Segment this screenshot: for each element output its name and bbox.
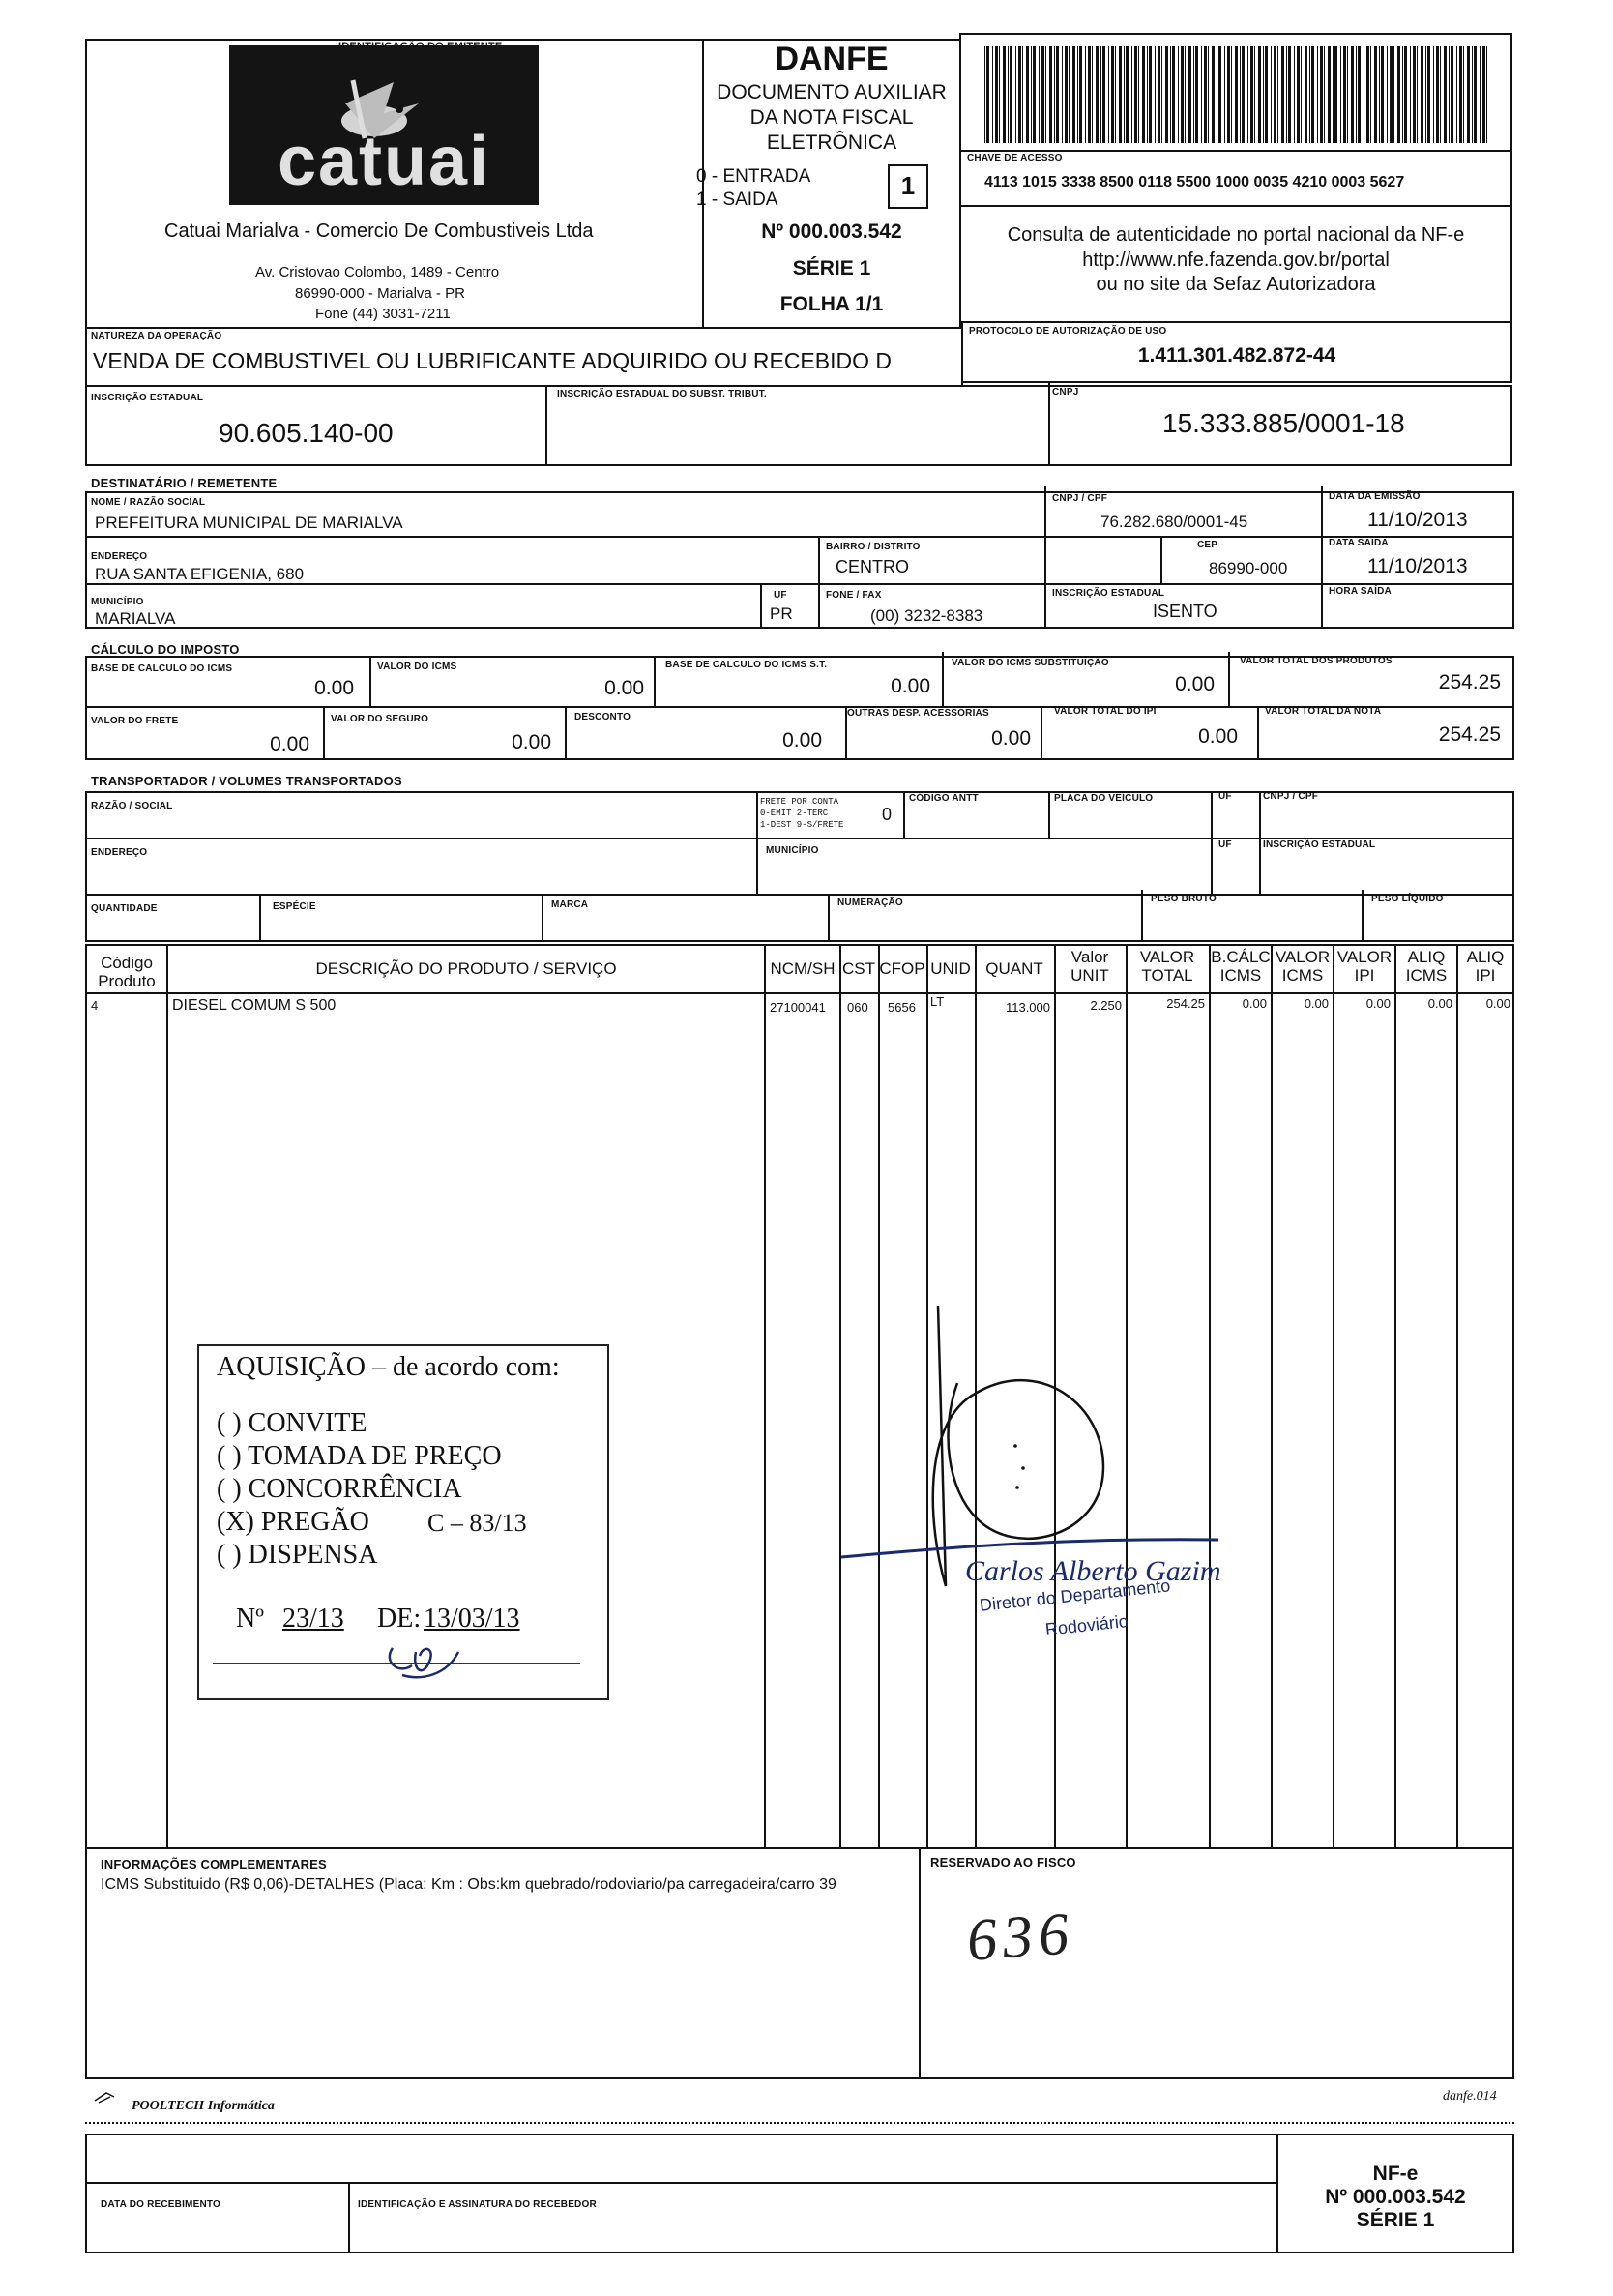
- barcode-bar: [1427, 46, 1430, 143]
- barcode-bar: [1218, 46, 1221, 143]
- recipient-cnpj-caption: CNPJ / CPF: [1052, 493, 1108, 504]
- seguro-value: 0.00: [512, 731, 551, 753]
- barcode-bar: [1311, 46, 1314, 143]
- barcode-bar: [1100, 46, 1101, 143]
- barcode-bar: [1022, 46, 1023, 143]
- barcode-bar: [1393, 46, 1394, 143]
- barcode-bar: [1425, 46, 1426, 143]
- base-icms-caption: BASE DE CALCULO DO ICMS: [91, 663, 233, 674]
- barcode-bar: [1224, 46, 1225, 143]
- barcode-bar: [1126, 46, 1129, 143]
- danfe-folha: FOLHA 1/1: [779, 293, 884, 315]
- barcode-bar: [1486, 46, 1487, 143]
- barcode-bar: [1003, 46, 1006, 143]
- barcode-bar: [1347, 46, 1348, 143]
- col-aicms: ALIQ ICMS: [1405, 948, 1448, 985]
- row-aipi: 0.00: [1485, 996, 1510, 1011]
- valor-st-value: 0.00: [1175, 673, 1215, 695]
- cut-line: [85, 2122, 1514, 2124]
- barcode-bar: [1351, 46, 1354, 143]
- barcode-bar: [1265, 46, 1268, 143]
- barcode-bar: [1328, 46, 1331, 143]
- municipio-caption: MUNICÍPIO: [91, 597, 144, 607]
- barcode-bar: [1072, 46, 1075, 143]
- stamp-numero-label: Nº: [236, 1604, 264, 1634]
- frete-caption: VALOR DO FRETE: [91, 716, 179, 726]
- consulta-line-3: ou no site da Sefaz Autorizadora: [1096, 274, 1376, 295]
- barcode-bar: [992, 46, 993, 143]
- barcode-bar: [1054, 46, 1055, 143]
- company-city: 86990-000 - Marialva - PR: [295, 285, 465, 302]
- row-bcicms: 0.00: [1242, 996, 1267, 1011]
- row-vicms: 0.00: [1304, 996, 1329, 1011]
- row-aicms: 0.00: [1427, 996, 1452, 1011]
- barcode-bar: [1421, 46, 1423, 143]
- peso-liquido-caption: PESO LÍQUIDO: [1371, 894, 1444, 904]
- barcode-bar: [1482, 46, 1485, 143]
- barcode-bar: [995, 46, 998, 143]
- ie-value: 90.605.140-00: [219, 418, 394, 448]
- total-nota-value: 254.25: [1438, 723, 1501, 746]
- barcode-bar: [1410, 46, 1411, 143]
- total-prod-value: 254.25: [1438, 671, 1501, 693]
- total-nota-caption: VALOR TOTAL DA NOTA: [1265, 706, 1382, 717]
- signature-role-2: Rodoviário: [1044, 1611, 1129, 1639]
- col-bcicms: B.CÁLC ICMS: [1211, 948, 1271, 985]
- barcode-bar: [1085, 46, 1086, 143]
- endereco-value: RUA SANTA EFIGENIA, 680: [95, 565, 305, 583]
- valor-icms-value: 0.00: [604, 677, 644, 699]
- company-address: Av. Cristovao Colombo, 1489 - Centro: [255, 264, 500, 280]
- col-cst: CST: [842, 959, 875, 978]
- barcode-bar: [1288, 46, 1291, 143]
- especie-caption: ESPÉCIE: [273, 901, 316, 912]
- stub-serie: SÉRIE 1: [1356, 2209, 1435, 2231]
- col-vunit: Valor UNIT: [1070, 948, 1109, 985]
- desconto-value: 0.00: [782, 729, 822, 751]
- stamp-initials: [373, 1623, 470, 1681]
- row-vtotal: 254.25: [1166, 996, 1205, 1011]
- barcode-bar: [1208, 46, 1209, 143]
- protocolo-caption: PROTOCOLO DE AUTORIZAÇÃO DE USO: [969, 326, 1167, 337]
- outras-caption: OUTRAS DESP. ACESSORIAS: [847, 708, 989, 719]
- barcode-bar: [1381, 46, 1384, 143]
- barcode-bar: [1079, 46, 1082, 143]
- danfe-subtitle-1: DOCUMENTO AUXILIAR: [717, 81, 947, 103]
- signature-name: Carlos Alberto Gazim: [965, 1555, 1221, 1587]
- barcode-bar: [1204, 46, 1207, 143]
- col-codigo: Código Produto: [98, 954, 156, 990]
- barcode-bar: [1102, 46, 1105, 143]
- software-logo: [93, 2089, 116, 2105]
- barcode-bar: [1235, 46, 1238, 143]
- frete-value: 0.00: [270, 733, 309, 755]
- barcode-bar: [1463, 46, 1464, 143]
- cnpj-value: 15.333.885/0001-18: [1162, 408, 1405, 438]
- row-codigo: 4: [91, 998, 99, 1013]
- barcode-bar: [1124, 46, 1125, 143]
- base-st-value: 0.00: [891, 675, 930, 697]
- danfe-subtitle-2: DA NOTA FISCAL: [749, 106, 914, 129]
- consulta-line-2: http://www.nfe.fazenda.gov.br/portal: [1082, 250, 1390, 271]
- barcode-bar: [1240, 46, 1241, 143]
- base-st-caption: BASE DE CALCULO DO ICMS S.T.: [665, 660, 828, 670]
- uf-caption: UF: [774, 590, 787, 601]
- barcode-bar: [1062, 46, 1063, 143]
- barcode-bar: [1172, 46, 1175, 143]
- barcode-bar: [1433, 46, 1434, 143]
- barcode-bar: [1096, 46, 1099, 143]
- barcode-bar: [1155, 46, 1156, 143]
- barcode-bar: [1301, 46, 1302, 143]
- antt-caption: CÓDIGO ANTT: [909, 793, 979, 804]
- barcode-bar: [1397, 46, 1400, 143]
- barcode-bar: [1065, 46, 1068, 143]
- barcode-bar: [1026, 46, 1029, 143]
- barcode-bar: [1387, 46, 1388, 143]
- barcode-bar: [1033, 46, 1036, 143]
- saida-caption: DATA SAÍDA: [1329, 538, 1389, 548]
- cnpj-caption: CNPJ: [1052, 387, 1079, 397]
- barcode-bar: [1131, 46, 1132, 143]
- barcode-bar: [1436, 46, 1439, 143]
- handwritten-number: 636: [964, 1900, 1077, 1974]
- access-key-caption: CHAVE DE ACESSO: [967, 153, 1063, 163]
- barcode-bar: [1480, 46, 1481, 143]
- fone-caption: FONE / FAX: [826, 590, 882, 601]
- col-unid: UNID: [930, 959, 971, 978]
- stamp-pregao-ref: C – 83/13: [427, 1509, 527, 1537]
- barcode-bar: [1258, 46, 1261, 143]
- valor-st-caption: VALOR DO ICMS SUBSTITUIÇÃO: [952, 658, 1109, 668]
- placa-caption: PLACA DO VEÍCULO: [1054, 793, 1154, 804]
- barcode-bar: [1366, 46, 1369, 143]
- form-code: danfe.014: [1443, 2089, 1497, 2104]
- barcode-bar: [1201, 46, 1202, 143]
- barcode-bar: [1281, 46, 1284, 143]
- emissao-caption: DATA DA EMISSÃO: [1329, 491, 1421, 502]
- barcode-bar: [1018, 46, 1021, 143]
- ipi-value: 0.00: [1198, 725, 1238, 748]
- stamp-tomada: ( ) TOMADA DE PREÇO: [217, 1441, 502, 1471]
- barcode-bar: [1271, 46, 1272, 143]
- barcode-bar: [1041, 46, 1044, 143]
- barcode-bar: [1274, 46, 1276, 143]
- barcode-bar: [1474, 46, 1477, 143]
- barcode-bar: [1417, 46, 1418, 143]
- transport-section-title: TRANSPORTADOR / VOLUMES TRANSPORTADOS: [91, 774, 402, 788]
- barcode-bar: [1227, 46, 1230, 143]
- barcode-bar: [1115, 46, 1116, 143]
- barcode-bar: [1188, 46, 1191, 143]
- barcode-bar: [1309, 46, 1310, 143]
- barcode-bar: [1181, 46, 1184, 143]
- uf-value: PR: [770, 604, 793, 623]
- barcode-bar: [1015, 46, 1016, 143]
- barcode-bar: [1170, 46, 1171, 143]
- barcode-bar: [1185, 46, 1186, 143]
- row-ncm: 27100041: [770, 1000, 826, 1015]
- outras-value: 0.00: [991, 727, 1031, 750]
- natureza-caption: NATUREZA DA OPERAÇÃO: [91, 331, 222, 341]
- transp-razao-caption: RAZÃO / SOCIAL: [91, 801, 173, 811]
- numeracao-caption: NUMERAÇÃO: [837, 898, 903, 908]
- barcode-bar: [1142, 46, 1145, 143]
- barcode-bar: [1370, 46, 1371, 143]
- frete-por-conta-2: 0-EMIT 2-TERC: [760, 809, 829, 818]
- barcode-bar: [1467, 46, 1470, 143]
- col-ncm: NCM/SH: [770, 959, 836, 978]
- stub-nfe: NF-e: [1372, 2163, 1419, 2185]
- frete-por-conta-1: FRETE POR CONTA: [760, 797, 839, 807]
- barcode-bar: [1178, 46, 1179, 143]
- row-vunit: 2.250: [1090, 998, 1122, 1013]
- danfe-saida: 1 - SAIDA: [696, 190, 778, 210]
- barcode-bar: [1092, 46, 1093, 143]
- saida-value: 11/10/2013: [1367, 555, 1468, 577]
- frete-por-conta-value: 0: [882, 805, 893, 824]
- valor-icms-caption: VALOR DO ICMS: [377, 662, 457, 672]
- barcode-bar: [1334, 46, 1337, 143]
- barcode-bar: [1138, 46, 1139, 143]
- barcode-bar: [1459, 46, 1462, 143]
- info-value: ICMS Substituido (R$ 0,06)-DETALHES (Placa: Km : Obs:km quebrado/rodoviario/pa carregadeira/carro 39: [101, 1876, 836, 1893]
- stamp-pregao: (X) PREGÃO: [217, 1507, 369, 1537]
- stamp-concorrencia: ( ) CONCORRÊNCIA: [217, 1474, 462, 1504]
- stamp-dispensa: ( ) DISPENSA: [217, 1540, 378, 1570]
- fone-value: (00) 3232-8383: [870, 606, 983, 625]
- stamp-data: 13/03/13: [424, 1604, 520, 1634]
- danfe-subtitle-3: ELETRÔNICA: [766, 132, 897, 154]
- barcode-bar: [1149, 46, 1152, 143]
- protocolo-value: 1.411.301.482.872-44: [1137, 344, 1336, 367]
- barcode-bar: [1286, 46, 1287, 143]
- ie-st-caption: INSCRIÇÃO ESTADUAL DO SUBST. TRIBUT.: [557, 389, 767, 399]
- barcode-bar: [1147, 46, 1148, 143]
- barcode: [984, 46, 1491, 143]
- cep-caption: CEP: [1197, 540, 1218, 550]
- barcode-bar: [1451, 46, 1453, 143]
- danfe-type: 1: [900, 171, 916, 200]
- barcode-bar: [1379, 46, 1380, 143]
- emissao-value: 11/10/2013: [1367, 509, 1468, 531]
- logo-text: catuai: [277, 123, 491, 200]
- barcode-bar: [1374, 46, 1377, 143]
- col-cfop: CFOP: [879, 959, 925, 978]
- barcode-bar: [1324, 46, 1325, 143]
- receipt-ident-caption: IDENTIFICAÇÃO E ASSINATURA DO RECEBEDOR: [358, 2199, 597, 2210]
- barcode-bar: [1111, 46, 1114, 143]
- barcode-bar: [1250, 46, 1253, 143]
- barcode-bar: [1247, 46, 1248, 143]
- barcode-bar: [999, 46, 1000, 143]
- ipi-caption: VALOR TOTAL DO IPI: [1054, 706, 1157, 717]
- col-vtotal: VALOR TOTAL: [1139, 948, 1195, 985]
- barcode-bar: [1108, 46, 1109, 143]
- barcode-bar: [1305, 46, 1307, 143]
- consulta-line-1: Consulta de autenticidade no portal nacional da NF-e: [1007, 224, 1465, 246]
- barcode-bar: [1340, 46, 1341, 143]
- barcode-bar: [1413, 46, 1416, 143]
- barcode-bar: [1195, 46, 1198, 143]
- hora-caption: HORA SAÍDA: [1329, 586, 1392, 597]
- barcode-bar: [1402, 46, 1403, 143]
- stamp-numero: 23/13: [282, 1604, 344, 1634]
- barcode-bar: [1161, 46, 1162, 143]
- bairro-value: CENTRO: [836, 557, 909, 576]
- transp-ie-caption: INSCRIÇÃO ESTADUAL: [1263, 839, 1376, 850]
- barcode-bar: [1320, 46, 1323, 143]
- barcode-bar: [1449, 46, 1450, 143]
- recipient-ie-caption: INSCRIÇÃO ESTADUAL: [1052, 588, 1165, 599]
- bairro-caption: BAIRRO / DISTRITO: [826, 542, 921, 552]
- barcode-bar: [1297, 46, 1300, 143]
- peso-bruto-caption: PESO BRUTO: [1151, 894, 1217, 904]
- nome-value: PREFEITURA MUNICIPAL DE MARIALVA: [95, 514, 403, 532]
- barcode-bar: [1254, 46, 1255, 143]
- col-quant: QUANT: [985, 959, 1043, 978]
- software-name: POOLTECH Informática: [132, 2099, 275, 2113]
- cep-value: 86990-000: [1209, 559, 1288, 577]
- row-quant: 113.000: [1005, 1000, 1050, 1015]
- seguro-caption: VALOR DO SEGURO: [331, 714, 429, 724]
- barcode-bar: [986, 46, 989, 143]
- barcode-bar: [1242, 46, 1245, 143]
- receipt-date-caption: DATA DO RECEBIMENTO: [101, 2199, 220, 2210]
- tax-section-title: CÁLCULO DO IMPOSTO: [91, 642, 240, 657]
- stamp-title: AQUISIÇÃO – de acordo com:: [217, 1352, 560, 1382]
- row-unid: LT: [930, 994, 945, 1009]
- barcode-bar: [1390, 46, 1393, 143]
- recipient-ie-value: ISENTO: [1153, 602, 1217, 621]
- signature-role-1: Diretor do Departamento: [979, 1575, 1172, 1615]
- ie-caption: INSCRIÇÃO ESTADUAL: [91, 393, 204, 403]
- barcode-bar: [1356, 46, 1357, 143]
- barcode-bar: [1045, 46, 1046, 143]
- barcode-bar: [1056, 46, 1059, 143]
- transp-endereco-caption: ENDEREÇO: [91, 847, 148, 858]
- row-descricao: DIESEL COMUM S 500: [172, 997, 337, 1014]
- barcode-bar: [1333, 46, 1334, 143]
- barcode-bar: [1456, 46, 1457, 143]
- barcode-bar: [1031, 46, 1032, 143]
- barcode-bar: [1212, 46, 1215, 143]
- barcode-bar: [1277, 46, 1278, 143]
- base-icms-value: 0.00: [314, 677, 354, 699]
- barcode-bar: [1158, 46, 1160, 143]
- danfe-number: Nº 000.003.542: [761, 221, 902, 243]
- barcode-bar: [1077, 46, 1078, 143]
- stamp-de-label: DE:: [377, 1604, 422, 1634]
- recipient-cnpj-value: 76.282.680/0001-45: [1100, 513, 1248, 531]
- barcode-bar: [1294, 46, 1295, 143]
- stub-numero: Nº 000.003.542: [1325, 2186, 1466, 2208]
- row-vipi: 0.00: [1365, 996, 1391, 1011]
- barcode-bar: [1263, 46, 1264, 143]
- col-vipi: VALOR IPI: [1336, 948, 1393, 985]
- barcode-bar: [1119, 46, 1122, 143]
- danfe-serie: SÉRIE 1: [792, 257, 871, 280]
- nome-caption: NOME / RAZÃO SOCIAL: [91, 497, 206, 508]
- transp-cnpj-caption: CNPJ / CPF: [1263, 791, 1319, 802]
- barcode-bar: [1444, 46, 1447, 143]
- acquisition-stamp: [197, 1344, 609, 1700]
- row-cfop: 5656: [888, 1000, 916, 1015]
- barcode-bar: [1440, 46, 1441, 143]
- barcode-bar: [1472, 46, 1473, 143]
- barcode-bar: [1404, 46, 1407, 143]
- barcode-bar: [1231, 46, 1232, 143]
- fisco-caption: RESERVADO AO FISCO: [930, 1855, 1076, 1869]
- desconto-caption: DESCONTO: [574, 712, 631, 722]
- barcode-bar: [1317, 46, 1318, 143]
- transp-municipio-caption: MUNICÍPIO: [766, 845, 819, 856]
- recipient-box: [85, 491, 1514, 629]
- barcode-bar: [984, 46, 985, 143]
- barcode-bar: [1165, 46, 1168, 143]
- pooltech-icon: [93, 2089, 116, 2105]
- company-name: Catuai Marialva - Comercio De Combustiveis Ltda: [164, 221, 594, 242]
- col-aipi: ALIQ IPI: [1466, 948, 1505, 985]
- barcode-bar: [1088, 46, 1091, 143]
- barcode-bar: [1134, 46, 1137, 143]
- stamp-convite: ( ) CONVITE: [217, 1408, 367, 1438]
- barcode-bar: [1008, 46, 1009, 143]
- frete-por-conta-3: 1-DEST 9-S/FRETE: [760, 820, 844, 830]
- municipio-value: MARIALVA: [95, 609, 176, 628]
- barcode-bar: [1343, 46, 1346, 143]
- quantidade-caption: QUANTIDADE: [91, 903, 158, 914]
- recipient-section-title: DESTINATÁRIO / REMETENTE: [91, 476, 278, 490]
- row-cst: 060: [847, 1000, 868, 1015]
- barcode-bar: [1010, 46, 1012, 143]
- marca-caption: MARCA: [551, 899, 589, 910]
- col-descricao: DESCRIÇÃO DO PRODUTO / SERVIÇO: [315, 959, 617, 978]
- natureza-value: VENDA DE COMBUSTIVEL OU LUBRIFICANTE ADQUIRIDO OU RECEBIDO D: [93, 348, 893, 373]
- info-caption: INFORMAÇÕES COMPLEMENTARES: [101, 1857, 327, 1871]
- danfe-entrada: 0 - ENTRADA: [696, 166, 811, 187]
- transp-uf-caption: UF: [1218, 791, 1232, 802]
- barcode-bar: [1069, 46, 1070, 143]
- barcode-bar: [1358, 46, 1361, 143]
- endereco-caption: ENDEREÇO: [91, 551, 148, 562]
- col-vicms: VALOR ICMS: [1275, 948, 1331, 985]
- transp-uf2-caption: UF: [1218, 839, 1232, 850]
- barcode-bar: [1039, 46, 1040, 143]
- company-logo: [229, 45, 539, 205]
- barcode-bar: [1049, 46, 1052, 143]
- barcode-bar: [1193, 46, 1194, 143]
- access-key: 4113 1015 3338 8500 0118 5500 1000 0035 4210 0003 5627: [984, 174, 1405, 191]
- total-prod-caption: VALOR TOTAL DOS PRODUTOS: [1240, 656, 1393, 666]
- company-phone: Fone (44) 3031-7211: [315, 306, 451, 322]
- danfe-title: DANFE: [775, 41, 889, 77]
